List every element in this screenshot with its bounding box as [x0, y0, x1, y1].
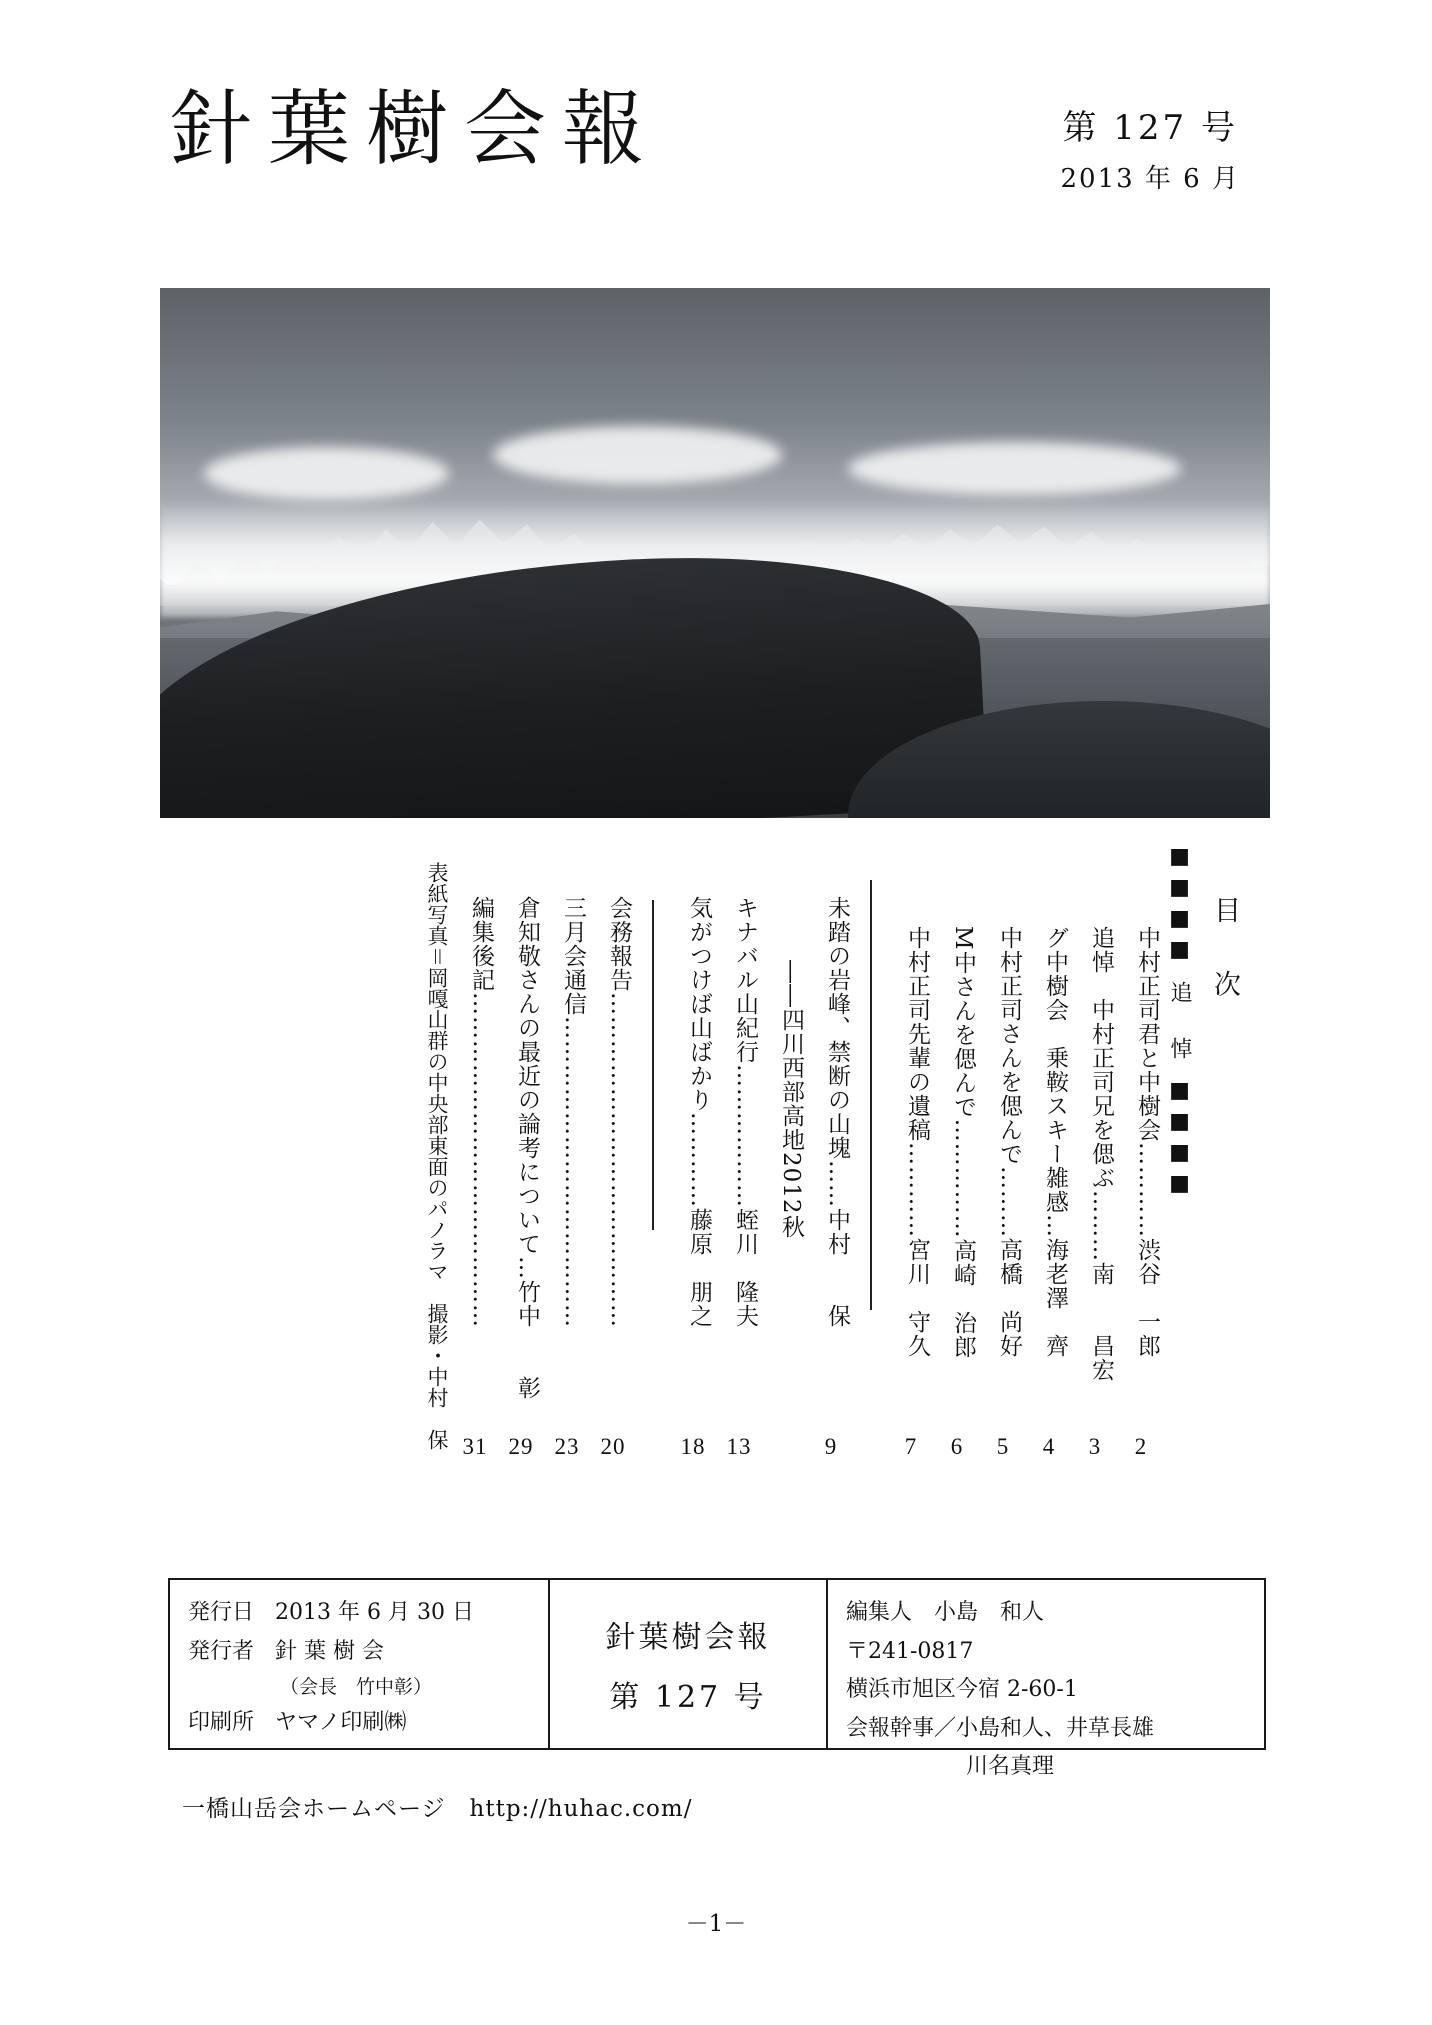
- colophon-value: （会長 竹中彰）: [280, 1676, 433, 1698]
- colophon-editor-info: [828, 1580, 1264, 1779]
- colophon-value: 針 葉 樹 会: [275, 1638, 384, 1664]
- toc-entry-editor-postscript: 編集後記…………………………………… 31: [462, 896, 494, 1459]
- toc-columns: [408, 840, 1270, 1530]
- issue-number: 第 127 号: [1062, 108, 1238, 148]
- toc-divider-rule: [870, 880, 872, 1310]
- colophon-title-block: [550, 1580, 828, 1748]
- cover-photo: [160, 288, 1270, 818]
- toc-entry-kigatsukeba: 気がつけば山ばかり…………藤原 朋之 18: [680, 896, 712, 1459]
- toc-entry-tsuito-shibuya2: 追悼 中村正司兄を偲ぶ………南 昌宏 3: [1088, 926, 1114, 1459]
- colophon-label: 発行者: [188, 1638, 255, 1664]
- page-number: －1－: [685, 1911, 747, 1937]
- toc-entry-mnaka: M中さんを偲んで……………高崎 治郎 6: [950, 926, 976, 1459]
- colophon-row: [188, 1633, 530, 1672]
- issue-date: 2013 年 6 月: [1060, 164, 1240, 194]
- toc-section-header-tsuito: ■■■■ 追 悼 ■■■■: [1167, 844, 1192, 1202]
- colophon-publication-title: 針葉樹会報: [605, 1620, 771, 1655]
- colophon-staff: 会報幹事／小島和人、井草長雄: [846, 1715, 1155, 1741]
- colophon-value: 2013 年 6 月 30 日: [275, 1600, 474, 1625]
- cloud-shape: [848, 442, 1181, 495]
- colophon-row: [188, 1704, 530, 1743]
- colophon-address: 横浜市旭区今宿 2-60-1: [846, 1677, 1078, 1702]
- toc-entry-kinabalu: キナバル山紀行………………蛭川 隆夫 13: [726, 896, 758, 1459]
- homepage-link[interactable]: 一橋山岳会ホームページ http://huhac.com/: [182, 1796, 693, 1822]
- toc-entry-kurachi-essay: 倉知敬さんの最近の論考について…竹中 彰 29: [508, 896, 540, 1459]
- cloud-shape: [493, 426, 782, 484]
- toc-entry-chujukai: 中村正司君と中樹会…………渋谷 一郎 2: [1134, 926, 1160, 1459]
- colophon-row: [188, 1671, 530, 1704]
- page-title: 針葉樹会報: [170, 82, 661, 177]
- cover-photo-caption: 表紙写真＝岡嘎山群の中央部東面のパノラマ 撮影・中村 保: [425, 862, 449, 1450]
- toc-entry-shinonde: 中村正司さんを偲んで………高橋 尚好 5: [996, 926, 1022, 1459]
- cloud-shape: [204, 447, 448, 500]
- colophon-label: 発行日: [188, 1600, 255, 1625]
- colophon-postal-code: 〒241-0817: [846, 1638, 974, 1664]
- issue-block: [1060, 103, 1240, 199]
- toc-entry-business-report: 会務報告…………………………………… 20: [600, 896, 632, 1459]
- colophon-publication-info: [170, 1580, 550, 1748]
- toc-entry-ikou: 中村正司先輩の遺稿…………宮川 守久 7: [904, 926, 930, 1459]
- toc-divider-rule: [652, 900, 654, 1230]
- colophon-issue-number: 第 127 号: [609, 1680, 767, 1715]
- colophon-value: ヤマノ印刷㈱: [275, 1710, 407, 1736]
- toc-heading: 目 次: [1209, 896, 1240, 1007]
- table-of-contents: [160, 840, 1270, 1530]
- toc-entry-mitou: 未踏の岩峰、禁断の山塊……中村 保 9: [824, 896, 850, 1459]
- toc-entry-mitou-subtitle: ――四川西部高地2012秋: [778, 960, 804, 1239]
- masthead: [170, 82, 1260, 215]
- colophon-row: [188, 1594, 530, 1633]
- colophon-label: 印刷所: [188, 1710, 255, 1736]
- toc-entry-march-news: 三月会通信………………………………… 23: [554, 896, 586, 1459]
- colophon-editor-name: 編集人 小島 和人: [846, 1600, 1045, 1625]
- toc-entry-norikura: グ中樹会 乗鞍スキー雑感…海老澤 齊 4: [1042, 926, 1068, 1459]
- colophon: [168, 1578, 1266, 1779]
- colophon-staff-2: 川名真理: [966, 1754, 1055, 1779]
